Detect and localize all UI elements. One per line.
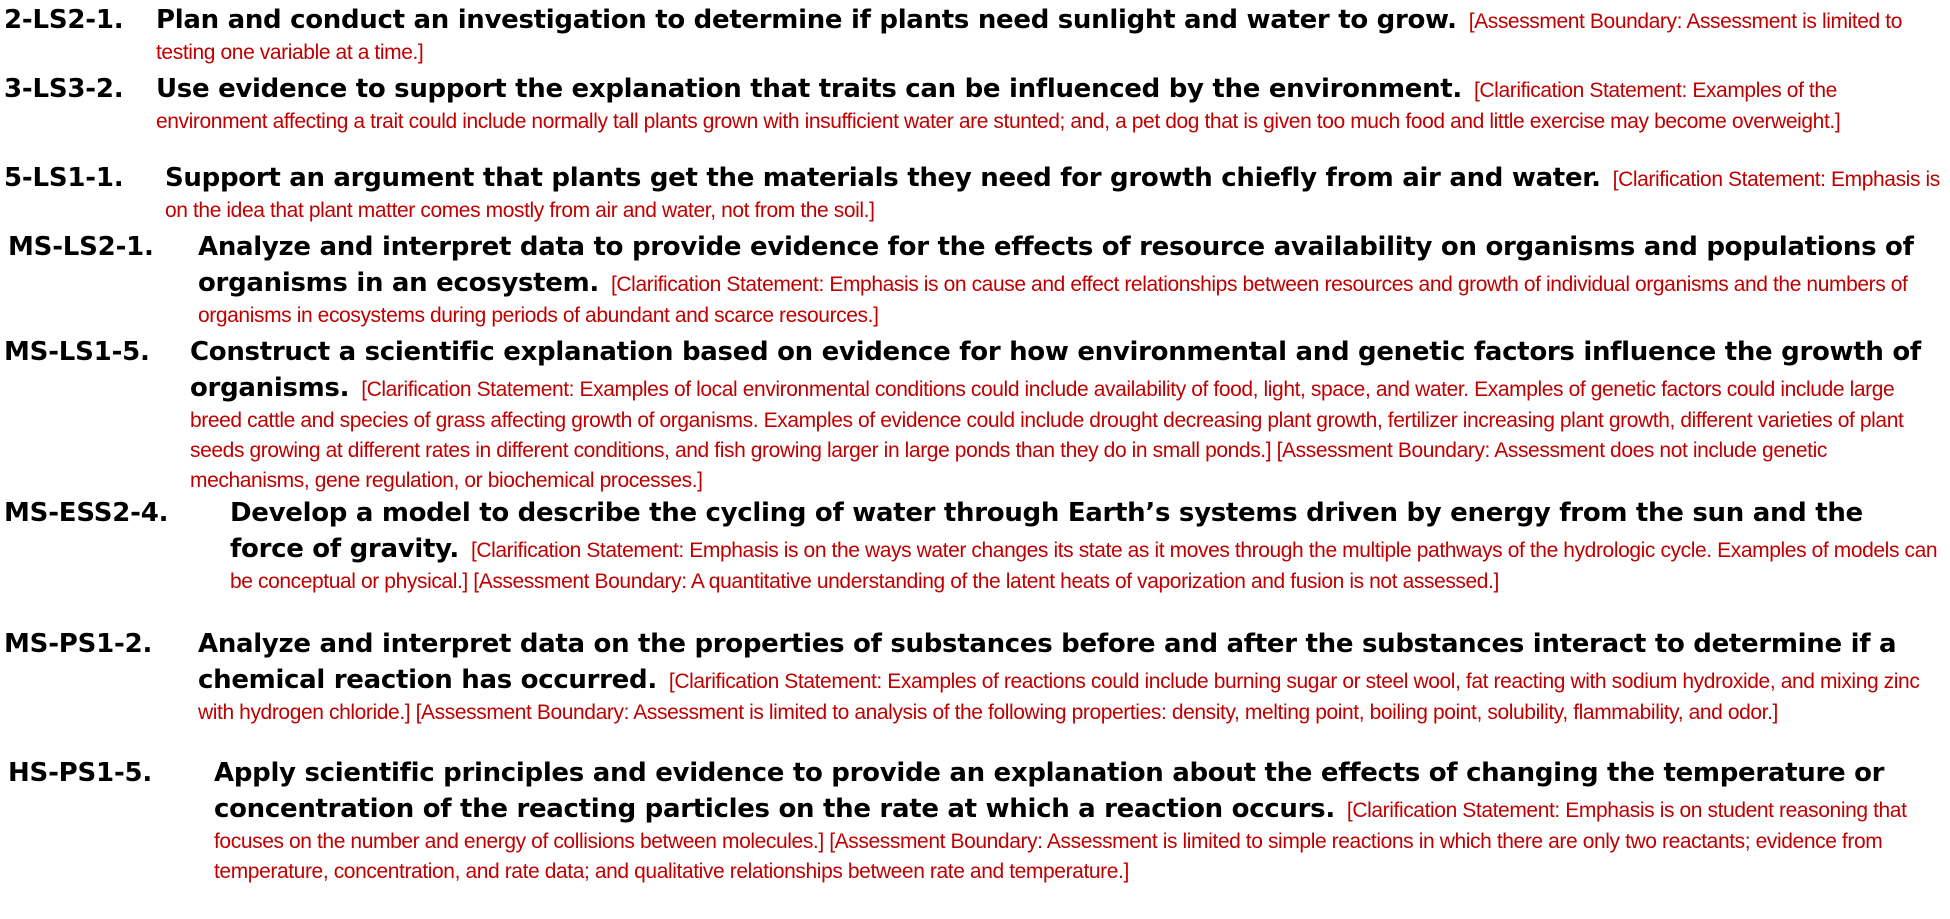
standard-code: 2-LS2-1. [4, 5, 124, 35]
standard-body [214, 755, 1950, 887]
standard-notes: [Clarification Statement: Emphasis is on the ways water changes its state as it moves through the multiple pathways of the hydrologic cycle. Examples of models can be conceptual or physical.] [Assessment Boundary: A quantitative understanding of the latent heats of vaporization and fusion is not assessed.] [230, 539, 1938, 593]
standard-statement: Analyze and interpret data to provide evidence for the effects of resource availability on organisms and populations of organisms in an ecosystem. [198, 232, 1914, 298]
standard-notes: [Clarification Statement: Emphasis is on student reasoning that focuses on the number and energy of collisions between molecules.] [Assessment Boundary: Assessment is limited to simple reactions in which there are only two reactants; evidence from temperature, concentration, and rate data; and qualitative relationships between rate and temperature.] [214, 799, 1907, 883]
standard-notes: [Assessment Boundary: Assessment is limited to testing one variable at a time.] [156, 10, 1902, 64]
standard-statement: Construct a scientific explanation based on evidence for how environmental and genetic factors influence the growth of organisms. [190, 337, 1921, 403]
standard-statement: Develop a model to describe the cycling of water through Earth’s systems driven by energy from the sun and the force of gravity. [230, 498, 1863, 564]
standard-2-ls2-1 [0, 2, 1950, 68]
standard-body [165, 160, 1950, 226]
standard-hs-ps1-5 [0, 755, 1950, 887]
standard-notes: [Clarification Statement: Emphasis is on the idea that plant matter comes mostly from air and water, not from the soil.] [165, 168, 1940, 222]
standard-code: MS-ESS2-4. [4, 498, 169, 528]
standard-5-ls1-1 [0, 160, 1950, 226]
standard-body [190, 334, 1950, 496]
standard-3-ls3-2 [0, 71, 1950, 137]
standard-statement: Apply scientific principles and evidence to provide an explanation about the effects of changing the temperature or concentration of the reacting particles on the rate at which a reaction occurs. [214, 758, 1885, 824]
standard-body [156, 71, 1950, 137]
standard-code: 3-LS3-2. [4, 74, 124, 104]
standard-body [198, 229, 1950, 331]
standard-code: MS-PS1-2. [4, 629, 153, 659]
standard-statement: Support an argument that plants get the materials they need for growth chiefly from air and water. [165, 163, 1601, 193]
standard-statement: Analyze and interpret data on the properties of substances before and after the substances interact to determine if a chemical reaction has occurred. [198, 629, 1897, 695]
standard-statement: Use evidence to support the explanation that traits can be influenced by the environment. [156, 74, 1462, 104]
standard-notes: [Clarification Statement: Emphasis is on cause and effect relationships between resources and growth of individual organisms and the numbers of organisms in ecosystems during periods of abundant and scarce resources.] [198, 273, 1908, 327]
standard-ms-ls2-1 [0, 229, 1950, 331]
standard-code: 5-LS1-1. [4, 163, 124, 193]
standard-statement: Plan and conduct an investigation to determine if plants need sunlight and water to grow. [156, 5, 1457, 35]
standard-notes: [Clarification Statement: Examples of reactions could include burning sugar or steel wool, fat reacting with sodium hydroxide, and mixing zinc with hydrogen chloride.] [Assessment Boundary: Assessment is limited to analysis of the following properties: density, melting point, boiling point, solubility, flammability, and odor.] [198, 670, 1920, 724]
standard-code: MS-LS1-5. [4, 337, 150, 367]
standard-code: HS-PS1-5. [8, 758, 153, 788]
standard-ms-ess2-4 [0, 495, 1950, 597]
standard-body [230, 495, 1950, 597]
standard-ms-ps1-2 [0, 626, 1950, 728]
standard-code: MS-LS2-1. [8, 232, 154, 262]
standard-body [156, 2, 1950, 68]
standard-ms-ls1-5 [0, 334, 1950, 496]
standard-notes: [Clarification Statement: Examples of local environmental conditions could include availability of food, light, space, and water. Examples of genetic factors could include large breed cattle and species of grass affecting growth of organisms. Examples of evidence could include drought decreasing plant growth, fertilizer increasing plant growth, different varieties of plant seeds growing at different rates in different conditions, and fish growing larger in large ponds than they do in small ponds.] [Assessment Boundary: Assessment does not include genetic mechanisms, gene regulation, or biochemical processes.] [190, 378, 1904, 492]
standard-body [198, 626, 1950, 728]
standard-notes: [Clarification Statement: Examples of the environment affecting a trait could include normally tall plants grown with insufficient water are stunted; and, a pet dog that is given too much food and little exercise may become overweight.] [156, 79, 1841, 133]
